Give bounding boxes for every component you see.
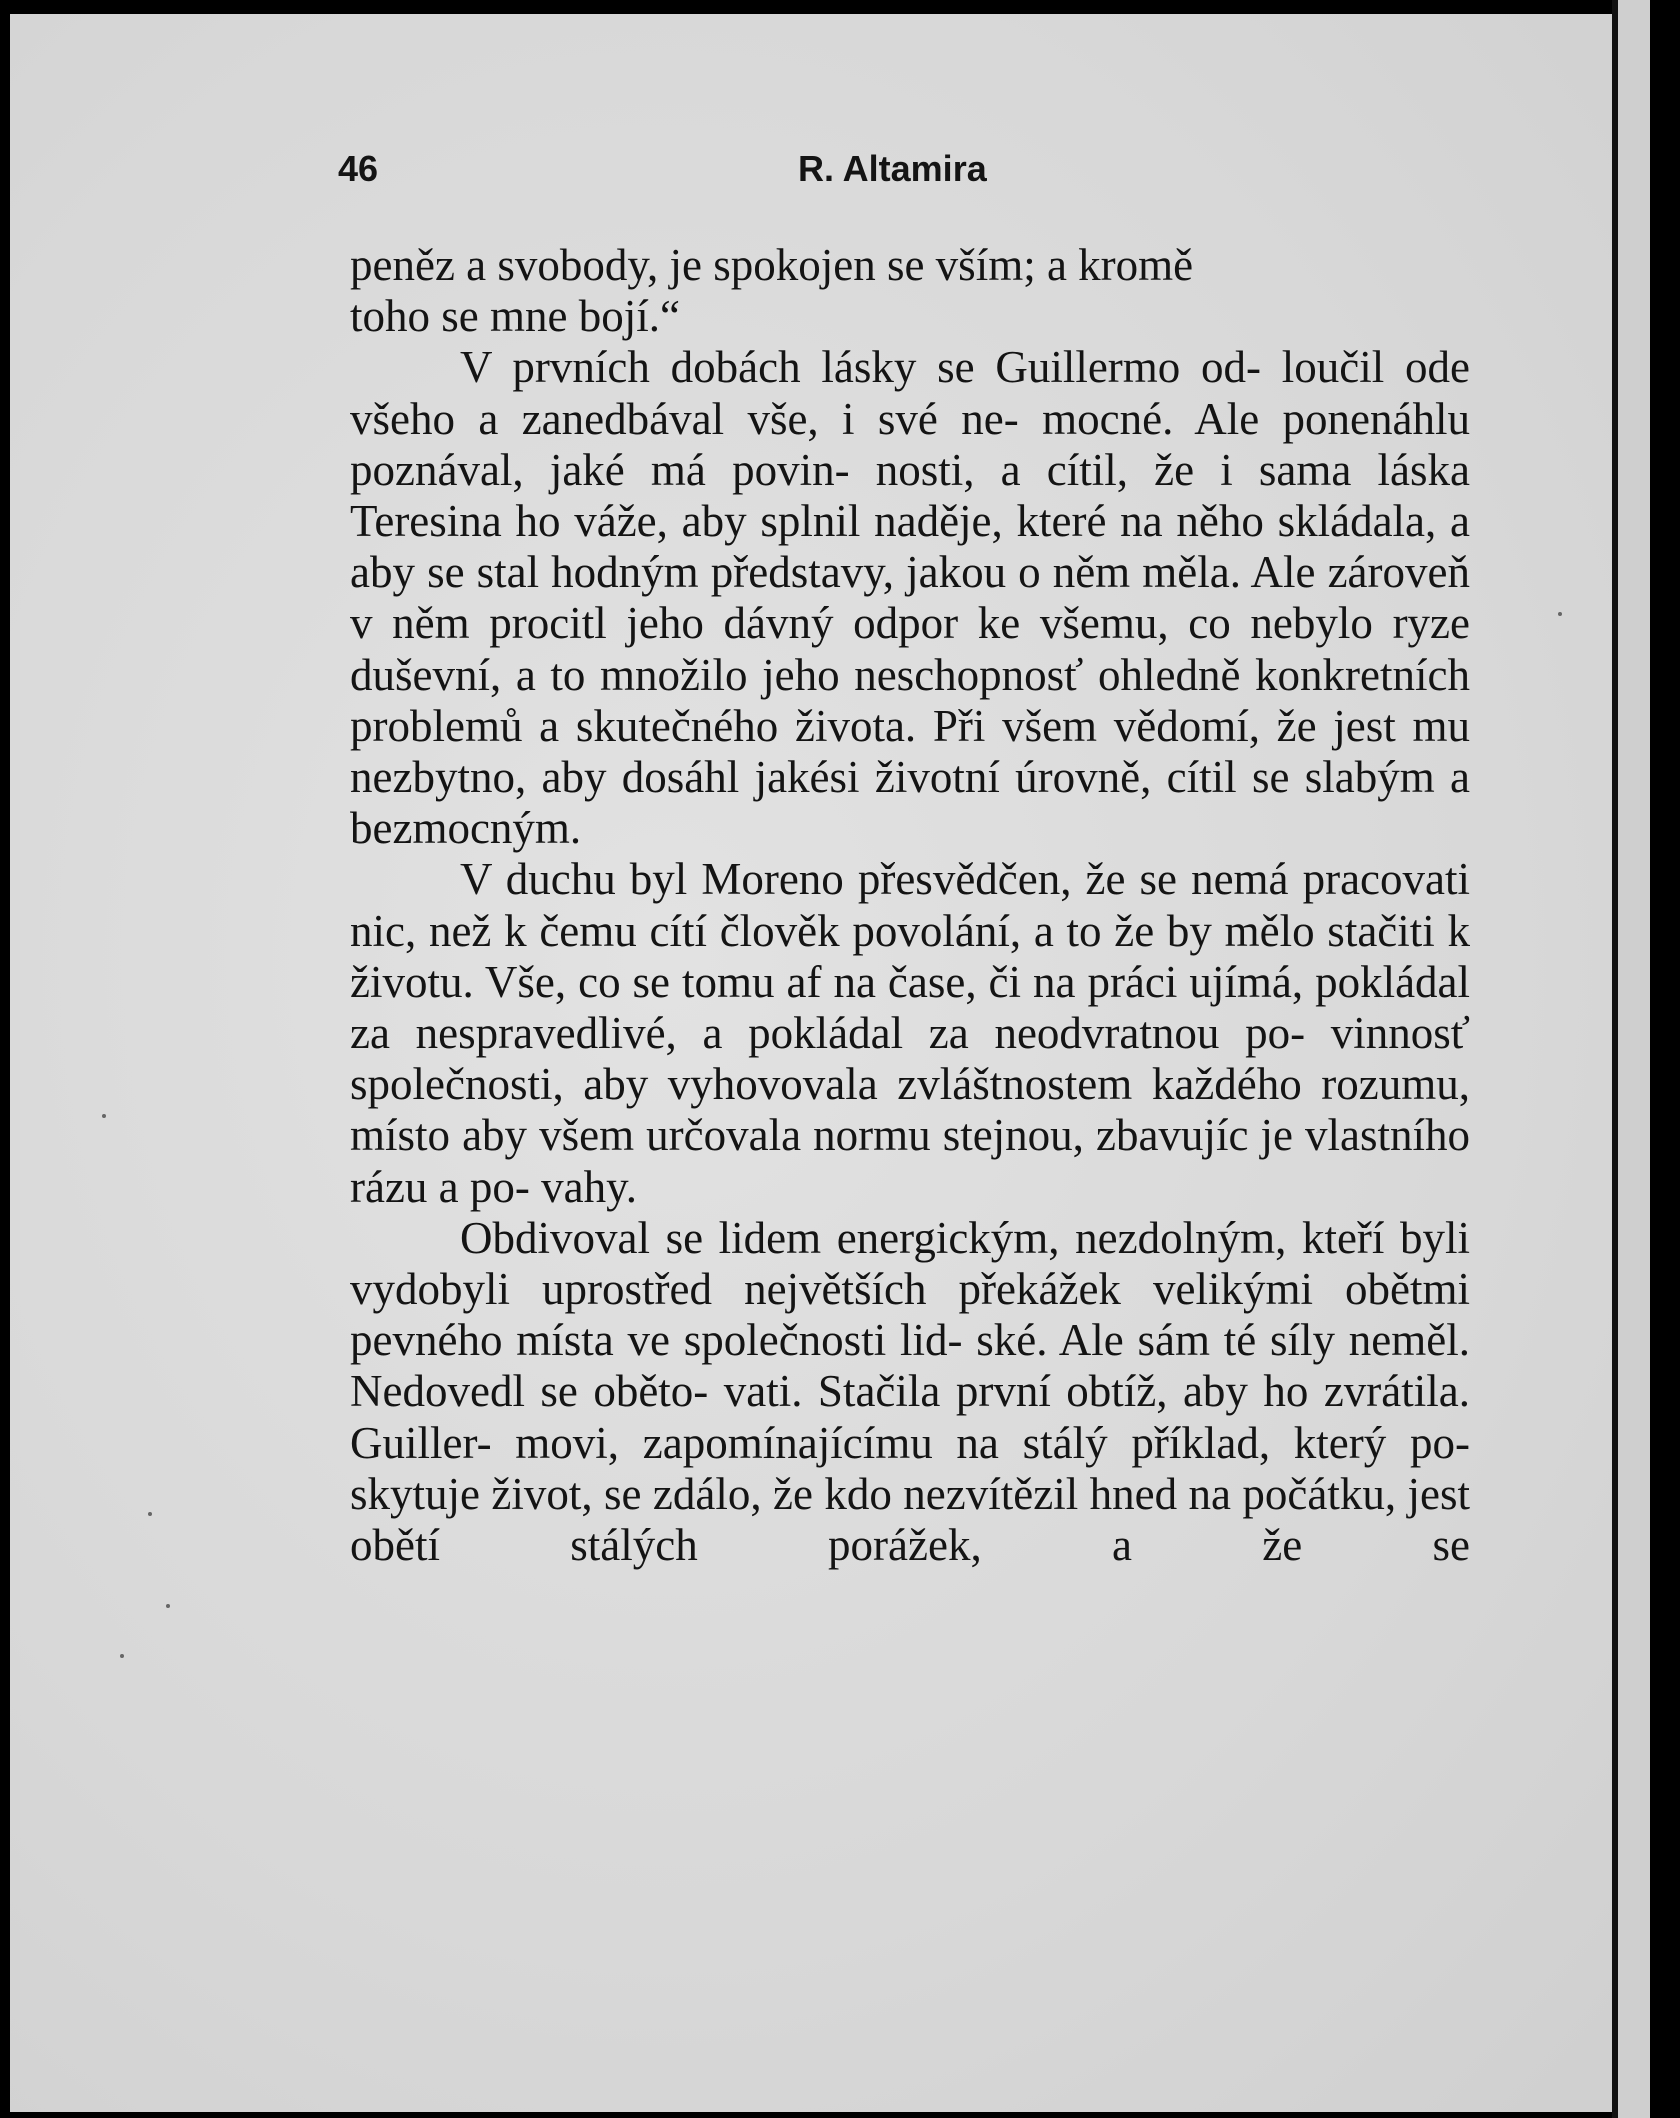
text-line: loučil ode všeho a zanedbával vše, i své ne- <box>350 342 1470 444</box>
text-line: skytuje život, se zdálo, že kdo nezvítězil hned <box>350 1468 1178 1519</box>
paragraph <box>350 854 1470 1212</box>
text-line: velikými obětmi pevného místa ve společnosti lid- <box>350 1264 1471 1366</box>
page-header <box>338 148 1478 198</box>
paper-speck <box>166 1604 170 1608</box>
text-line: vinnosť společnosti, aby vyhovovala zvláštnostem <box>350 1008 1471 1110</box>
paper-speck <box>120 1654 124 1658</box>
text-line: cítil se slabým a bezmocným. <box>350 752 1471 854</box>
body-text <box>350 240 1470 1571</box>
text-line: nespravedlivé, a pokládal za neodvratnou po- <box>415 1008 1306 1059</box>
text-line: mocné. Ale ponenáhlu poznával, jaké má povin- <box>350 393 1471 495</box>
text-line: pracovati nic, než k čemu cítí člověk povolání, <box>350 854 1471 956</box>
text-line: movi, zapomínajícímu na stálý příklad, který po- <box>515 1417 1470 1468</box>
text-line: vahy. <box>541 1161 637 1212</box>
paper-speck <box>148 1512 152 1516</box>
text-line: Obdivoval se lidem energickým, nezdolným, <box>460 1212 1287 1263</box>
text-line: toho se mne bojí.“ <box>350 291 680 342</box>
running-head: R. Altamira <box>798 148 987 189</box>
text-line: tomu af na čase, či na práci ujímá, pokládal za <box>350 956 1471 1059</box>
text-line: a to že by mělo stačiti k životu. Vše, co se <box>350 905 1470 1007</box>
paragraph <box>350 1213 1470 1571</box>
text-line: ské. Ale sám té síly neměl. Nedovedl se oběto- <box>350 1315 1471 1417</box>
text-line: nosti, a cítil, že i sama láska Teresina ho váže, <box>350 444 1470 547</box>
text-line: V prvních dobách lásky se Guillermo od- <box>460 342 1262 393</box>
paper-speck <box>102 1114 106 1118</box>
text-line: se stal hodným představy, jakou o něm měla. <box>427 547 1241 598</box>
paper-speck <box>1558 612 1562 616</box>
text-line: jeho neschopnosť ohledně konkretních problemů <box>350 649 1470 751</box>
paragraph <box>350 342 1470 854</box>
text-line: peněz a svobody, je spokojen se vším; a kromě <box>350 240 1194 290</box>
text-line: a skutečného života. Při všem vědomí, že jest <box>539 700 1396 751</box>
page-number: 46 <box>338 148 379 189</box>
text-line: mu nezbytno, aby dosáhl jakési životní úrovně, <box>350 700 1471 803</box>
text-line: kteří byli vydobyli uprostřed největších překážek <box>350 1212 1470 1315</box>
text-line: každého rozumu, místo aby všem určovala <box>350 1059 1471 1161</box>
text-line: všemu, co nebylo ryze duševní, a to množilo <box>350 598 1470 700</box>
text-line: aby splnil naděje, které na něho skládala, a aby <box>350 496 1470 598</box>
text-line: na počátku, jest obětí stálých porážek, a že se <box>350 1468 1470 1571</box>
text-line: V duchu byl Moreno přesvědčen, že se nemá <box>460 854 1289 905</box>
text-line: normu stejnou, zbavujíc je vlastního rázu a po- <box>350 1110 1471 1212</box>
scan-margin-right <box>1650 0 1680 2118</box>
text-line: vati. Stačila první obtíž, aby ho zvrátila. Guiller- <box>350 1366 1470 1468</box>
paragraph <box>350 240 1470 342</box>
text-line: Ale zároveň v něm procitl jeho dávný odpor ke <box>350 547 1470 649</box>
